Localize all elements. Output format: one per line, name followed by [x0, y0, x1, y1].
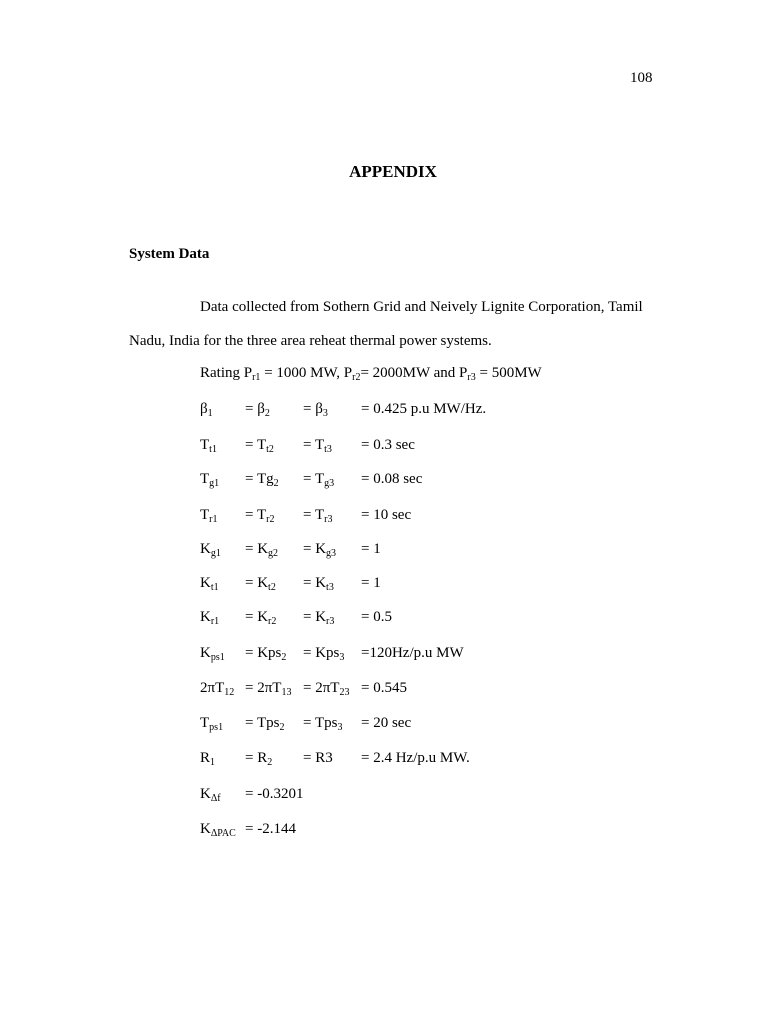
intro-text: Data collected from Sothern Grid and Neively Lignite Corporation, Tamil Nadu, India for the three area reheat thermal power systems. [129, 299, 643, 349]
param-value: = 1 [361, 541, 381, 557]
param-equal-3: = $T_{t3}$ [303, 437, 332, 455]
page-number: 108 [630, 70, 653, 86]
param-name: $T_{t1}$ [200, 437, 217, 455]
param-equal-2: = $Tg_2$ [245, 471, 279, 489]
param-value: = 0.3 sec [361, 437, 415, 453]
gain-value: = -2.144 [245, 821, 296, 837]
param-equal-3: = $K_{g3}$ [303, 541, 337, 559]
param-equal-3: = $K_{t3}$ [303, 575, 334, 593]
param-name: $K_{ps1}$ [200, 645, 225, 663]
gain-name: $K_{\Delta f}$ [200, 786, 221, 804]
appendix-title: APPENDIX [349, 162, 437, 181]
param-equal-3: = $\beta_3$ [303, 401, 328, 419]
param-name: $K_{t1}$ [200, 575, 219, 593]
param-name: $R_1$ [200, 750, 216, 768]
param-equal-3: = Kps$_3$ [303, 645, 345, 663]
param-equal-2: = $K_{r2}$ [245, 609, 277, 627]
param-value: = 1 [361, 575, 381, 591]
intro-paragraph [129, 290, 659, 358]
param-value: = 10 sec [361, 507, 412, 523]
param-equal-2: = $T_{t2}$ [245, 437, 274, 455]
param-equal-2: = $2\pi T_{13}$ [245, 680, 292, 698]
param-name: $T_{ps1}$ [200, 715, 224, 733]
gain-value: = -0.3201 [245, 786, 304, 802]
param-value: = 20 sec [361, 715, 412, 731]
param-name: $2\pi T_{12}$ [200, 680, 235, 698]
param-value: = 2.4 Hz/p.u MW. [361, 750, 470, 766]
param-value: = 0.545 [361, 680, 407, 696]
param-name: $K_{g1}$ [200, 541, 221, 559]
rating-line: Rating $P_{r1} = 1000$ MW, $P_{r2}= 2000MW$ and $P_{r3} = 500MW$ [200, 365, 542, 383]
param-value: = 0.425 p.u MW/Hz. [361, 401, 487, 417]
param-equal-3: = $K_{r3}$ [303, 609, 335, 627]
param-name: $\beta_1$ [200, 401, 213, 419]
param-equal-2: = Kps$_2$ [245, 645, 287, 663]
param-name: $K_{r1}$ [200, 609, 220, 627]
param-equal-2: = $\beta_2$ [245, 401, 270, 419]
param-equal-2: = $R_2$ [245, 750, 273, 768]
param-name: $T_{r1}$ [200, 507, 218, 525]
param-equal-3: = R3 [303, 750, 333, 766]
param-equal-2: = $K_{t2}$ [245, 575, 276, 593]
param-equal-3: = $T_{r3}$ [303, 507, 333, 525]
param-equal-3: = $T_{g3}$ [303, 471, 335, 489]
param-equal-2: = Tps$_2$ [245, 715, 285, 733]
param-name: $T_{g1}$ [200, 471, 220, 489]
param-equal-3: = $2\pi T_{23}$ [303, 680, 350, 698]
section-heading: System Data [129, 246, 210, 262]
param-equal-2: = $T_{r2}$ [245, 507, 275, 525]
param-equal-2: = $K_{g2}$ [245, 541, 279, 559]
param-equal-3: = Tps$_3$ [303, 715, 343, 733]
param-value: =120Hz/p.u MW [361, 645, 464, 661]
param-value: = 0.08 sec [361, 471, 423, 487]
gain-name: $K_{\Delta PAC}$ [200, 821, 236, 839]
param-value: = 0.5 [361, 609, 392, 625]
